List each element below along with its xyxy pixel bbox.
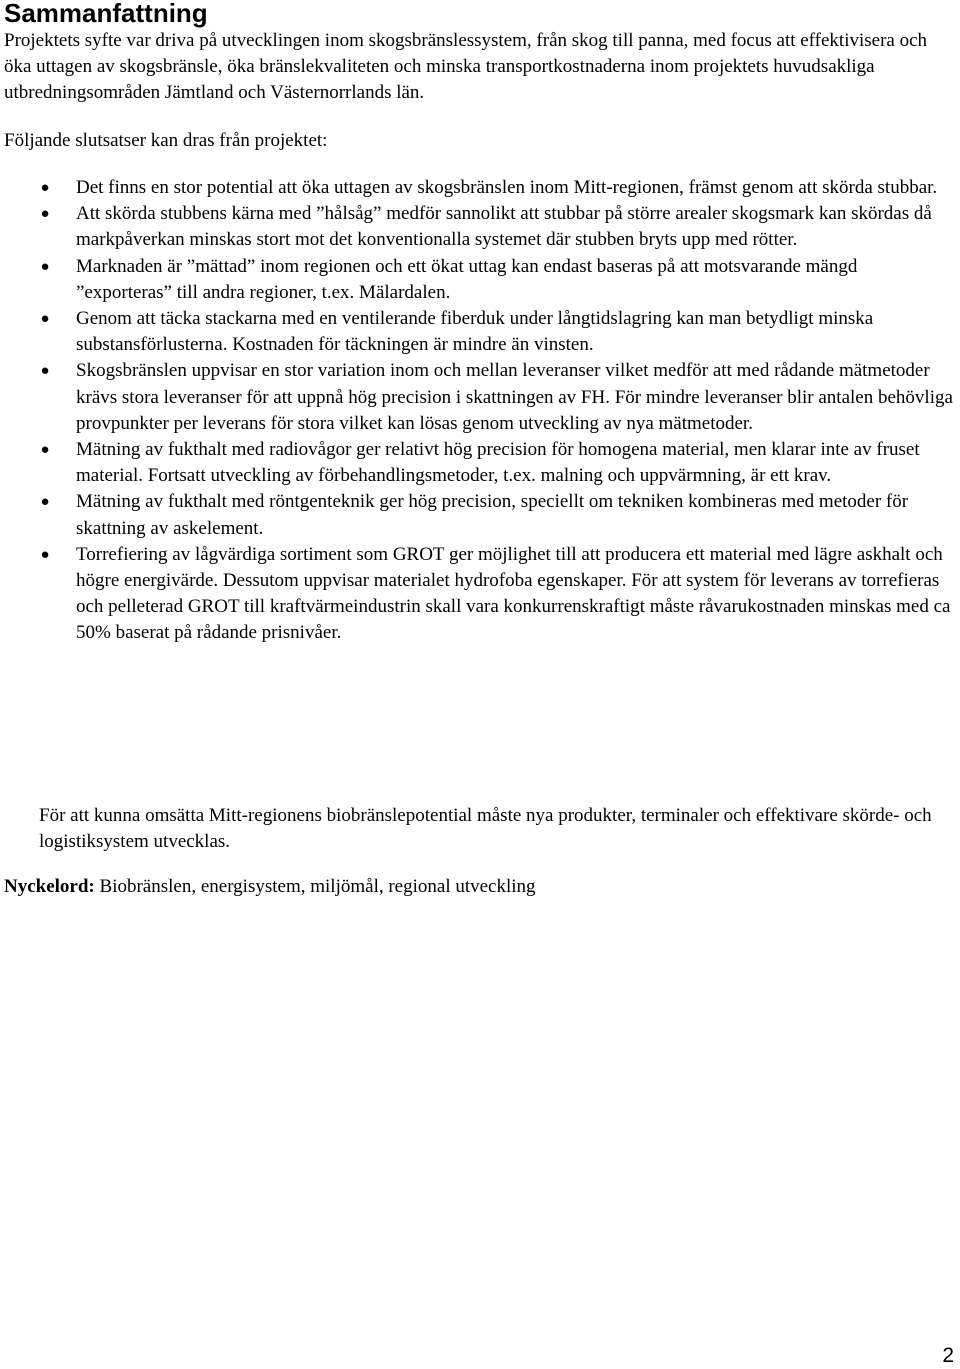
bullet-icon: ● [40, 363, 50, 380]
list-item-text: Mätning av fukthalt med radiovågor ger relativt hög precision för homogena material, men klarar inte av fruset material. Fortsatt utveckling av förbehandlingsmetoder, t.ex. malning och uppvärmning, är ett krav. [76, 439, 920, 487]
list-item [0, 542, 960, 647]
list-item-text: Torrefiering av lågvärdiga sortiment som GROT ger möjlighet till att producera ett material med lägre askhalt och högre energivärde. Dessutom uppvisar materialet hydrofoba egenskaper. För att system för leverans av torrefieras och pelleterad GROT till kraftvärmeindustrin skall vara konkurrenskraftigt måste råvarukostnaden minskas med ca 50% baserat på rådande prisnivåer. [76, 543, 951, 644]
list-item-text: Genom att täcka stackarna med en ventilerande fiberduk under långtidslagring kan man betydligt minska substansförlusterna. Kostnaden för täckningen är mindre än vinsten. [76, 308, 874, 356]
bullet-icon: ● [40, 546, 50, 563]
list-item-text: Skogsbränslen uppvisar en stor variation inom och mellan leveranser vilket medför att med rådande mätmetoder krävs stora leveranser för att uppnå hög precision i skattningen av FH. För mindre leveranser blir antalen behövliga provpunkter per leverans för stora vilket kan lösas genom utveckling av nya mätmetoder. [76, 360, 953, 434]
intro-paragraph: Projektets syfte var driva på utvecklingen inom skogsbränslessystem, från skog till panna, med focus att effektivisera och öka uttagen av skogsbränsle, öka bränslekvaliteten och minska transportkostnaderna inom projektets huvudsakliga utbredningsområden Jämtland och Västernorrlands län. [4, 30, 928, 104]
list-item [0, 201, 960, 253]
bullet-icon: ● [40, 442, 50, 459]
list-item-text: Det finns en stor potential att öka uttagen av skogsbränslen inom Mitt-regionen, främst genom att skörda stubbar. [76, 177, 938, 198]
bullet-icon: ● [40, 206, 50, 223]
list-item [0, 254, 960, 306]
list-item-text: Att skörda stubbens kärna med ”hålsåg” medför sannolikt att stubbar på större arealer skogsmark kan skördas då markpåverkan minskas stort mot det konventionalla systemet där stubben bryts upp med rötter. [76, 203, 932, 251]
list-item-text: Marknaden är ”mättad” inom regionen och ett ökat uttag kan endast baseras på att motsvarande mängd ”exporteras” till andra regioner, t.ex. Mälardalen. [76, 255, 858, 303]
keywords-label: Nyckelord: [4, 876, 95, 897]
closing-paragraph: För att kunna omsätta Mitt-regionens biobränslepotential måste nya produkter, terminaler och effektivare skörde- och logistiksystem utvecklas. [39, 805, 932, 853]
page-heading: Sammanfattning [4, 0, 208, 28]
conclusions-intro: Följande slutsatser kan dras från projektet: [4, 130, 328, 151]
list-item [0, 175, 960, 201]
list-item [0, 306, 960, 358]
keywords-text: Biobränslen, energisystem, miljömål, regional utveckling [94, 876, 536, 897]
list-item-text: Mätning av fukthalt med röntgenteknik ger hög precision, speciellt om tekniken kombineras med metoder för skattning av askelement. [76, 491, 909, 539]
bullet-icon: ● [40, 311, 50, 328]
list-item [0, 358, 960, 437]
keywords-line [4, 874, 954, 900]
list-item [0, 489, 960, 541]
bullet-icon: ● [40, 258, 50, 275]
conclusions-list [0, 175, 960, 647]
bullet-icon: ● [40, 494, 50, 511]
bullet-icon: ● [40, 180, 50, 196]
page-number: 2 [942, 1344, 954, 1367]
list-item [0, 437, 960, 489]
